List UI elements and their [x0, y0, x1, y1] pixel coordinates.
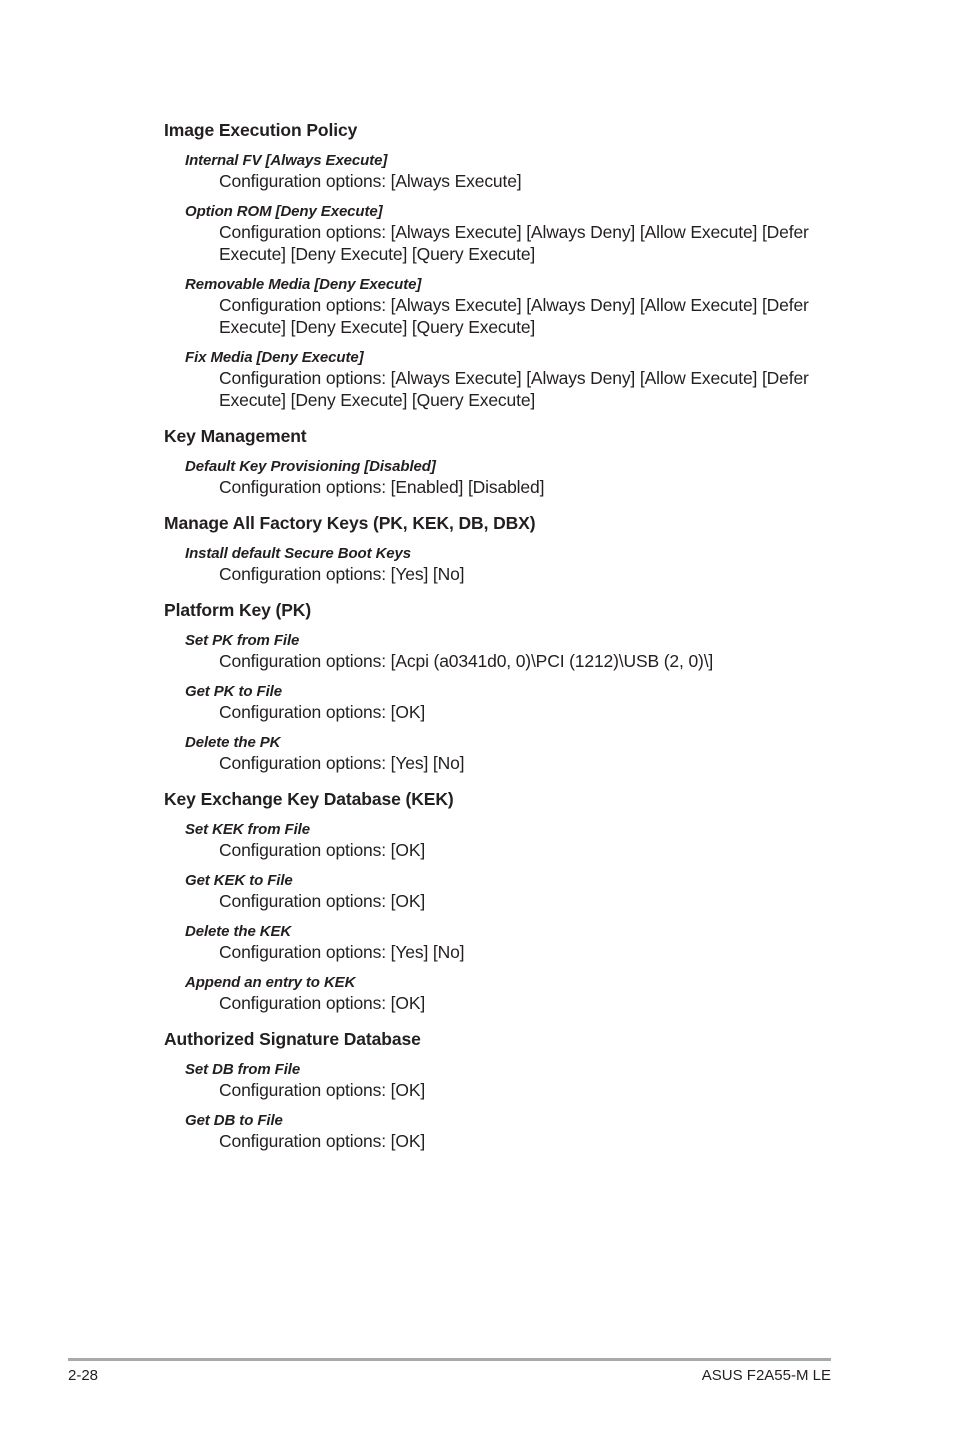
setting-title: Install default Secure Boot Keys [185, 545, 412, 562]
section-title: Manage All Factory Keys (PK, KEK, DB, DBX) [164, 513, 536, 533]
setting-title: Option ROM [Deny Execute] [185, 203, 383, 220]
setting-get-db-to-file [185, 1112, 844, 1152]
manual-content [164, 119, 844, 1152]
setting-options: Configuration options: [Enabled] [Disabled] [219, 477, 545, 497]
setting-title: Internal FV [Always Execute] [185, 152, 388, 169]
setting-title: Get PK to File [185, 683, 282, 700]
setting-set-db-from-file [185, 1061, 844, 1101]
setting-title: Delete the KEK [185, 923, 292, 940]
setting-options: Configuration options: [Acpi (a0341d0, 0)\PCI (1212)\USB (2, 0)\] [219, 651, 714, 671]
setting-options: Configuration options: [Always Execute] [219, 171, 522, 191]
section-image-execution-policy [164, 119, 844, 411]
setting-options: Configuration options: [OK] [219, 702, 426, 722]
setting-options: Configuration options: [Always Execute] [Always Deny] [Allow Execute] [Defer Execute] [Deny Execute] [Query Execute] [219, 295, 809, 337]
setting-removable-media [185, 276, 844, 338]
section-platform-key [164, 599, 844, 774]
setting-options: Configuration options: [OK] [219, 840, 426, 860]
setting-option-rom [185, 203, 844, 265]
setting-options: Configuration options: [Always Execute] [Always Deny] [Allow Execute] [Defer Execute] [Deny Execute] [Query Execute] [219, 368, 809, 410]
section-title: Key Exchange Key Database (KEK) [164, 789, 454, 809]
setting-append-entry-kek [185, 974, 844, 1014]
section-manage-factory-keys [164, 512, 844, 585]
setting-options: Configuration options: [OK] [219, 891, 426, 911]
product-model: ASUS F2A55-M LE [701, 1367, 831, 1384]
setting-title: Fix Media [Deny Execute] [185, 349, 364, 366]
setting-delete-kek [185, 923, 844, 963]
setting-delete-pk [185, 734, 844, 774]
section-title: Platform Key (PK) [164, 600, 312, 620]
setting-options: Configuration options: [Yes] [No] [219, 753, 465, 773]
setting-get-pk-to-file [185, 683, 844, 723]
setting-title: Set DB from File [185, 1061, 301, 1078]
section-title: Key Management [164, 426, 307, 446]
setting-title: Default Key Provisioning [Disabled] [185, 458, 436, 475]
setting-title: Get DB to File [185, 1112, 283, 1129]
setting-default-key-provisioning [185, 458, 844, 498]
setting-options: Configuration options: [OK] [219, 1131, 426, 1151]
setting-install-default-keys [185, 545, 844, 585]
setting-get-kek-to-file [185, 872, 844, 912]
setting-set-kek-from-file [185, 821, 844, 861]
footer-divider [68, 1358, 831, 1361]
setting-options: Configuration options: [Yes] [No] [219, 564, 465, 584]
section-kek [164, 788, 844, 1014]
setting-options: Configuration options: [OK] [219, 1080, 426, 1100]
setting-title: Get KEK to File [185, 872, 293, 889]
section-authorized-signature-db [164, 1028, 844, 1152]
section-title: Authorized Signature Database [164, 1029, 421, 1049]
setting-fix-media [185, 349, 844, 411]
setting-internal-fv [185, 152, 844, 192]
page-number: 2-28 [68, 1367, 99, 1384]
setting-title: Delete the PK [185, 734, 281, 751]
setting-set-pk-from-file [185, 632, 844, 672]
setting-options: Configuration options: [Yes] [No] [219, 942, 465, 962]
setting-title: Set KEK from File [185, 821, 310, 838]
section-key-management [164, 425, 844, 498]
setting-title: Set PK from File [185, 632, 300, 649]
setting-title: Removable Media [Deny Execute] [185, 276, 422, 293]
setting-options: Configuration options: [OK] [219, 993, 426, 1013]
setting-title: Append an entry to KEK [185, 974, 356, 991]
setting-options: Configuration options: [Always Execute] [Always Deny] [Allow Execute] [Defer Execute] [Deny Execute] [Query Execute] [219, 222, 809, 264]
section-title: Image Execution Policy [164, 120, 358, 140]
